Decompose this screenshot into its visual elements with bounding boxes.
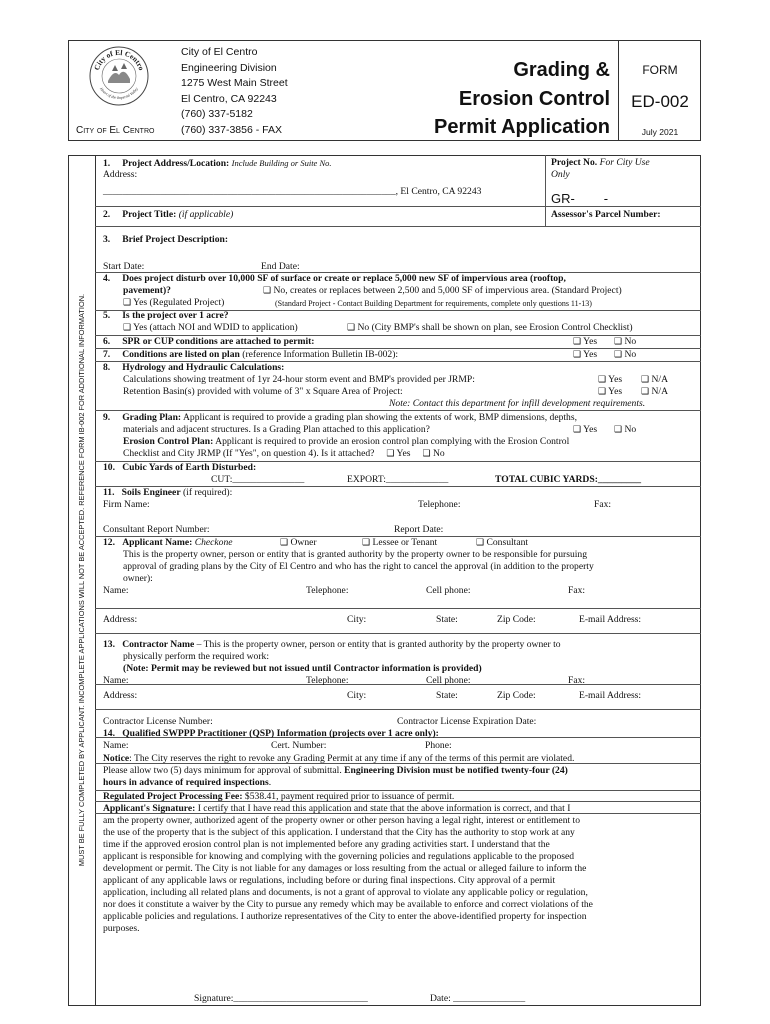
statement-line: the use of the property that is the subject of this application. I understand that the City has the authority to stop work at any — [103, 827, 575, 838]
cut-field[interactable]: CUT:_______________ — [211, 474, 305, 485]
soils-engineer-label: Soils Engineer — [121, 487, 181, 498]
qsp-phone-label: Phone: — [425, 740, 452, 751]
option-label: Yes (Regulated Project) — [133, 297, 225, 308]
date-field[interactable]: Date: _______________ — [430, 993, 526, 1004]
state-label: State: — [436, 690, 458, 701]
section-3 — [103, 234, 228, 246]
s8-note: Note: Contact this department for infill development requirements. — [389, 398, 646, 409]
option-label: Yes (attach NOI and WDID to application) — [133, 322, 298, 333]
row-divider — [95, 633, 701, 634]
fax-label: Fax: — [594, 499, 612, 510]
signature-statement-label: Applicant's Signature: — [103, 803, 196, 814]
telephone-label: Telephone: — [306, 675, 349, 686]
option-label: Yes — [583, 424, 598, 435]
project-no-field[interactable]: GR- - — [551, 191, 609, 206]
section-4-question-2: pavement)? — [123, 285, 171, 296]
start-date-label: Start Date: — [103, 261, 145, 272]
fee-text: $538.41, payment required prior to issuance of permit. — [244, 791, 455, 802]
department-address — [181, 45, 288, 138]
section-number: 8. — [103, 362, 111, 373]
lessee-option[interactable] — [362, 537, 437, 549]
fax-label: Fax: — [568, 675, 586, 686]
notice-text: Please allow two (5) days minimum for approval of submittal. — [103, 765, 342, 776]
notice-end: . — [268, 777, 272, 788]
section-10 — [103, 462, 256, 474]
option-label: Lessee or Tenant — [372, 537, 438, 548]
notice-label: Notice — [103, 753, 130, 764]
zip-label: Zip Code: — [497, 690, 536, 701]
s4-no-option[interactable] — [263, 285, 622, 297]
section-13 — [103, 639, 561, 651]
row-divider — [95, 410, 701, 411]
row-divider — [95, 226, 701, 227]
option-label: No — [624, 349, 637, 360]
section-hint: Include Building or Suite No. — [231, 158, 332, 168]
s8-line-1: Calculations showing treatment of 1yr 24-hour storm event and BMP's provided per JRMP: — [123, 374, 475, 385]
checkbox-icon[interactable]: ❑ — [123, 323, 132, 333]
address-line: (760) 337-5182 — [181, 108, 253, 120]
license-exp-label: Contractor License Expiration Date: — [397, 716, 537, 727]
option-label: Owner — [290, 537, 317, 548]
title-line: Permit Application — [434, 116, 610, 138]
license-label: Contractor License Number: — [103, 716, 213, 727]
s4-standard-note: (Standard Project - Contact Building Department for requirements, complete only questions 11-13) — [275, 299, 592, 308]
section-ref: (reference Information Bulletin IB-002): — [242, 349, 399, 360]
form-title — [400, 56, 610, 142]
s8-line1-na[interactable] — [641, 374, 668, 386]
fee-line — [103, 791, 454, 803]
checkone-label: Checkone — [194, 537, 233, 548]
firm-name-label: Firm Name: — [103, 499, 150, 510]
section-number: 7. — [103, 349, 111, 360]
section-hint: (if required): — [182, 487, 233, 498]
section-11 — [103, 487, 232, 499]
checkbox-icon[interactable]: ❑ — [422, 449, 431, 459]
section-text: – This is the property owner, person or entity that is granted authority by the property owner to — [196, 639, 561, 650]
s7-no[interactable] — [614, 349, 636, 361]
section-question: Cubic Yards of Earth Disturbed: — [122, 462, 257, 473]
statement-line: am the property owner, authorized agent of the property owner or other person having a legal right, interest or entitlement to — [103, 815, 581, 826]
section-5 — [103, 310, 229, 322]
statement-line: time if the approved erosion control plan is not implemented before any grading activities start. I understand that the — [103, 839, 550, 850]
seal-top-text: City of El Centro — [91, 47, 147, 72]
section-number: 1. — [103, 158, 111, 169]
section-text: Applicant is required to provide an erosion control plan complying with the Erosion Control — [215, 436, 570, 447]
checkbox-icon[interactable]: ❑ — [614, 350, 623, 360]
form-date: July 2021 — [641, 127, 679, 137]
statement-line: applicant of any applicable laws or regulations, including before or during final inspections. City approval of a permit — [103, 875, 556, 886]
s5-no-option[interactable] — [347, 322, 633, 334]
telephone-label: Telephone: — [418, 499, 461, 510]
section-question: Is the project over 1 acre? — [122, 310, 229, 321]
statement-line: development or permit. The City is not liable for any damages or loss resulting from the actual or alleged failure to inform the — [103, 863, 587, 874]
city-seal — [88, 45, 150, 107]
telephone-label: Telephone: — [306, 585, 349, 596]
s8-line1-yes[interactable] — [598, 374, 622, 386]
cell-label: Cell phone: — [426, 585, 471, 596]
notice-line-2 — [103, 765, 568, 777]
checkbox-icon[interactable]: ❑ — [263, 286, 272, 296]
section-number: 11. — [103, 487, 115, 498]
s8-line-2: Retention Basin(s) provided with volume of 3" x Square Area of Project: — [123, 386, 403, 397]
city-label: City: — [347, 614, 367, 625]
state-label: State: — [436, 614, 458, 625]
section-number: 2. — [103, 209, 111, 220]
statement-line: nor does it constitute a waiver by the City to pursue any remedy which may be available to enforce and correct violations of the — [103, 899, 593, 910]
option-label: No (City BMP's shall be shown on plan, see Erosion Control Checklist) — [357, 322, 633, 333]
section-number: 5. — [103, 310, 111, 321]
section-text: Checklist and City JRMP (If "Yes", on question 4). Is it attached? — [123, 448, 375, 459]
checkbox-icon[interactable]: ❑ — [123, 298, 132, 308]
name-label: Name: — [103, 585, 129, 596]
applicant-name-label: Applicant Name: — [122, 537, 193, 548]
s7-yes[interactable] — [573, 349, 597, 361]
section-number: 6. — [103, 336, 111, 347]
email-label: E-mail Address: — [579, 690, 642, 701]
section-text: Applicant is required to provide a grading plan showing the extents of work, BMP dimensions, depths, — [182, 412, 577, 423]
consultant-option[interactable] — [476, 537, 528, 549]
row-divider — [95, 206, 701, 207]
name-label: Name: — [103, 675, 129, 686]
s12-desc-1: This is the property owner, person or entity that is granted authority by the property owner to be responsible for pursuing — [123, 549, 588, 560]
section-number: 14. — [103, 728, 115, 739]
svg-text:City of El Centro — [92, 48, 146, 72]
option-label: Yes — [583, 336, 598, 347]
s9-grading-no[interactable] — [614, 424, 636, 436]
section-number: 10. — [103, 462, 115, 473]
section-number: 13. — [103, 639, 115, 650]
section-number: 4. — [103, 273, 111, 284]
checkbox-icon[interactable]: ❑ — [614, 337, 623, 347]
statement-line: purposes. — [103, 923, 140, 934]
checkbox-icon[interactable]: ❑ — [386, 449, 395, 459]
row-divider — [95, 709, 701, 710]
checkbox-icon[interactable]: ❑ — [641, 387, 650, 397]
grading-plan-label: Grading Plan: — [122, 412, 182, 423]
export-field[interactable]: EXPORT:_____________ — [347, 474, 449, 485]
option-label: Yes — [396, 448, 411, 459]
project-no-hint-2: Only — [551, 169, 570, 180]
section-1 — [103, 157, 332, 170]
checkbox-icon[interactable]: ❑ — [476, 538, 485, 548]
form-label: FORM — [642, 63, 678, 77]
s5-yes-option[interactable] — [123, 322, 298, 334]
address-line: Engineering Division — [181, 61, 277, 74]
statement-line — [103, 803, 699, 815]
section-4 — [103, 273, 566, 285]
checkbox-icon[interactable]: ❑ — [362, 538, 371, 548]
contractor-name-label: Contractor Name — [122, 639, 195, 650]
city-seal-graphic — [88, 45, 150, 107]
option-label: Yes — [583, 349, 598, 360]
section-question: SPR or CUP conditions are attached to permit: — [122, 336, 315, 347]
project-no-divider — [545, 155, 546, 226]
statement-line: applicant is responsible for knowing and complying with the governing policies and regulations applicable to the proposed — [103, 851, 575, 862]
address-label: Address: — [103, 690, 138, 701]
checkbox-icon[interactable]: ❑ — [573, 425, 582, 435]
option-label: No, creates or replaces between 2,500 and 5,000 SF of impervious area. (Standard Project) — [273, 285, 622, 296]
section-7 — [103, 349, 398, 361]
s6-yes[interactable] — [573, 336, 597, 348]
section-6 — [103, 336, 315, 348]
section-label: Project Address/Location: — [122, 158, 230, 169]
address-label: Address: — [103, 614, 138, 625]
project-no — [551, 157, 650, 169]
section-hint: (if applicable) — [178, 209, 234, 220]
address-line: City of El Centro — [181, 46, 258, 58]
cell-label: Cell phone: — [426, 675, 471, 686]
option-label: Yes — [608, 374, 623, 385]
address-line: El Centro, CA 92243 — [181, 92, 277, 105]
option-label: No — [624, 336, 637, 347]
qsp-name-label: Name: — [103, 740, 129, 751]
notice-text: : The City reserves the right to revoke any Grading Permit at any time if any of the terms of this permit are violated. — [129, 753, 575, 764]
seal-bottom-text: Heart of the Imperial Valley — [98, 86, 140, 101]
s13-desc-2: physically perform the required work: — [123, 651, 269, 662]
checkbox-icon[interactable]: ❑ — [573, 337, 582, 347]
section-question: Hydrology and Hydraulic Calculations: — [122, 362, 285, 373]
project-title-label: Project Title: — [122, 209, 177, 220]
s9-grading-yes[interactable] — [573, 424, 597, 436]
s9-line-2: materials and adjacent structures. Is a Grading Plan attached to this application? — [123, 424, 430, 435]
city-label: City of El Centro — [76, 125, 155, 136]
s12-desc-3: owner): — [123, 573, 153, 584]
signature-statement — [103, 803, 699, 935]
s12-desc-2: approval of grading plans by the City of El Centro and who has the right to cancel the approval (in addition to the property — [123, 561, 594, 572]
section-number: 3. — [103, 234, 111, 245]
address-line: 1275 West Main Street — [181, 77, 288, 89]
statement-line: applicable policies and regulations. I authorize representatives of the City to enter the above-identified property for inspection — [103, 911, 587, 922]
option-label: No — [432, 448, 445, 459]
s8-line2-yes[interactable] — [598, 386, 622, 398]
erosion-plan-label: Erosion Control Plan: — [123, 436, 214, 447]
row-divider — [95, 684, 701, 685]
s13-note: (Note: Permit may be reviewed but not issued until Contractor information is provided) — [123, 663, 482, 674]
zip-label: Zip Code: — [497, 614, 536, 625]
option-label: Yes — [608, 386, 623, 397]
s8-line2-na[interactable] — [641, 386, 668, 398]
address-line: (760) 337-3856 - FAX — [181, 123, 282, 136]
address-label: Address: — [103, 169, 138, 180]
section-question: Does project disturb over 10,000 SF of surface or create or replace 5,000 new SF of impervious area (rooftop, — [122, 273, 566, 284]
option-label: N/A — [651, 374, 669, 385]
side-note: MUST BE FULLY COMPLETED BY APPLICANT. INCOMPLETE APPLICATIONS WILL NOT BE ACCEPTED. REFERENCE FORM IB-002 FOR ADDITIONAL INFORMATION. — [77, 293, 86, 867]
title-line: Erosion Control — [458, 87, 610, 110]
report-date-label: Report Date: — [394, 524, 444, 535]
section-14 — [103, 728, 439, 740]
section-2 — [103, 209, 233, 221]
fee-label: Regulated Project Processing Fee: — [103, 791, 243, 802]
fax-label: Fax: — [568, 585, 586, 596]
section-number: 12. — [103, 537, 115, 548]
report-number-label: Consultant Report Number: — [103, 524, 210, 535]
checkbox-icon[interactable]: ❑ — [347, 323, 356, 333]
notice-line-3 — [103, 777, 271, 789]
s6-no[interactable] — [614, 336, 636, 348]
project-no-label: Project No. — [551, 157, 598, 168]
end-date-label: End Date: — [261, 261, 300, 272]
section-8 — [103, 362, 284, 374]
apn-label: Assessor's Parcel Number: — [551, 209, 661, 220]
signature-field[interactable]: Signature:____________________________ — [194, 993, 368, 1004]
row-divider — [95, 608, 701, 609]
section-question: Qualified SWPPP Practitioner (QSP) Information (projects over 1 acre only): — [122, 728, 439, 739]
checkbox-icon[interactable]: ❑ — [280, 538, 289, 548]
section-number: 9. — [103, 412, 111, 423]
section-9 — [103, 412, 577, 424]
option-label: Consultant — [486, 537, 529, 548]
s9-erosion — [123, 436, 569, 448]
checkbox-icon[interactable]: ❑ — [573, 350, 582, 360]
total-field[interactable]: TOTAL CUBIC YARDS:_________ — [495, 474, 642, 485]
city-label: City: — [347, 690, 367, 701]
side-column-divider — [95, 155, 96, 1006]
checkbox-icon[interactable]: ❑ — [614, 425, 623, 435]
section-question: Conditions are listed on plan — [122, 349, 240, 360]
checkbox-icon[interactable]: ❑ — [598, 387, 607, 397]
form-number: ED-002 — [631, 92, 689, 111]
title-line: Grading & — [513, 59, 610, 81]
s4-yes-option[interactable] — [123, 297, 224, 309]
qsp-cert-label: Cert. Number: — [271, 740, 327, 751]
notice-line-1 — [103, 753, 574, 765]
email-label: E-mail Address: — [579, 614, 642, 625]
description-label: Brief Project Description: — [122, 234, 229, 245]
option-label: N/A — [651, 386, 669, 397]
project-no-hint: For City Use — [599, 157, 650, 168]
owner-option[interactable] — [280, 537, 317, 549]
checkbox-icon[interactable]: ❑ — [598, 375, 607, 385]
statement-line: application, including all related plans and documents, is not a grant of approval to violate any applicable policy or regulation, — [103, 887, 588, 898]
statement-text: I certify that I have read this application and state that the above information is correct, and that I — [197, 803, 571, 814]
option-label: No — [624, 424, 637, 435]
checkbox-icon[interactable]: ❑ — [641, 375, 650, 385]
address-field[interactable]: _____________________________________________________________, El Centro, CA 92243 — [103, 186, 482, 197]
notice-bold: Engineering Division must be notified twenty-four (24) — [344, 765, 568, 776]
section-12 — [103, 537, 233, 549]
s9-line-4 — [123, 448, 445, 460]
notice-bold: hours in advance of required inspections — [103, 777, 269, 788]
